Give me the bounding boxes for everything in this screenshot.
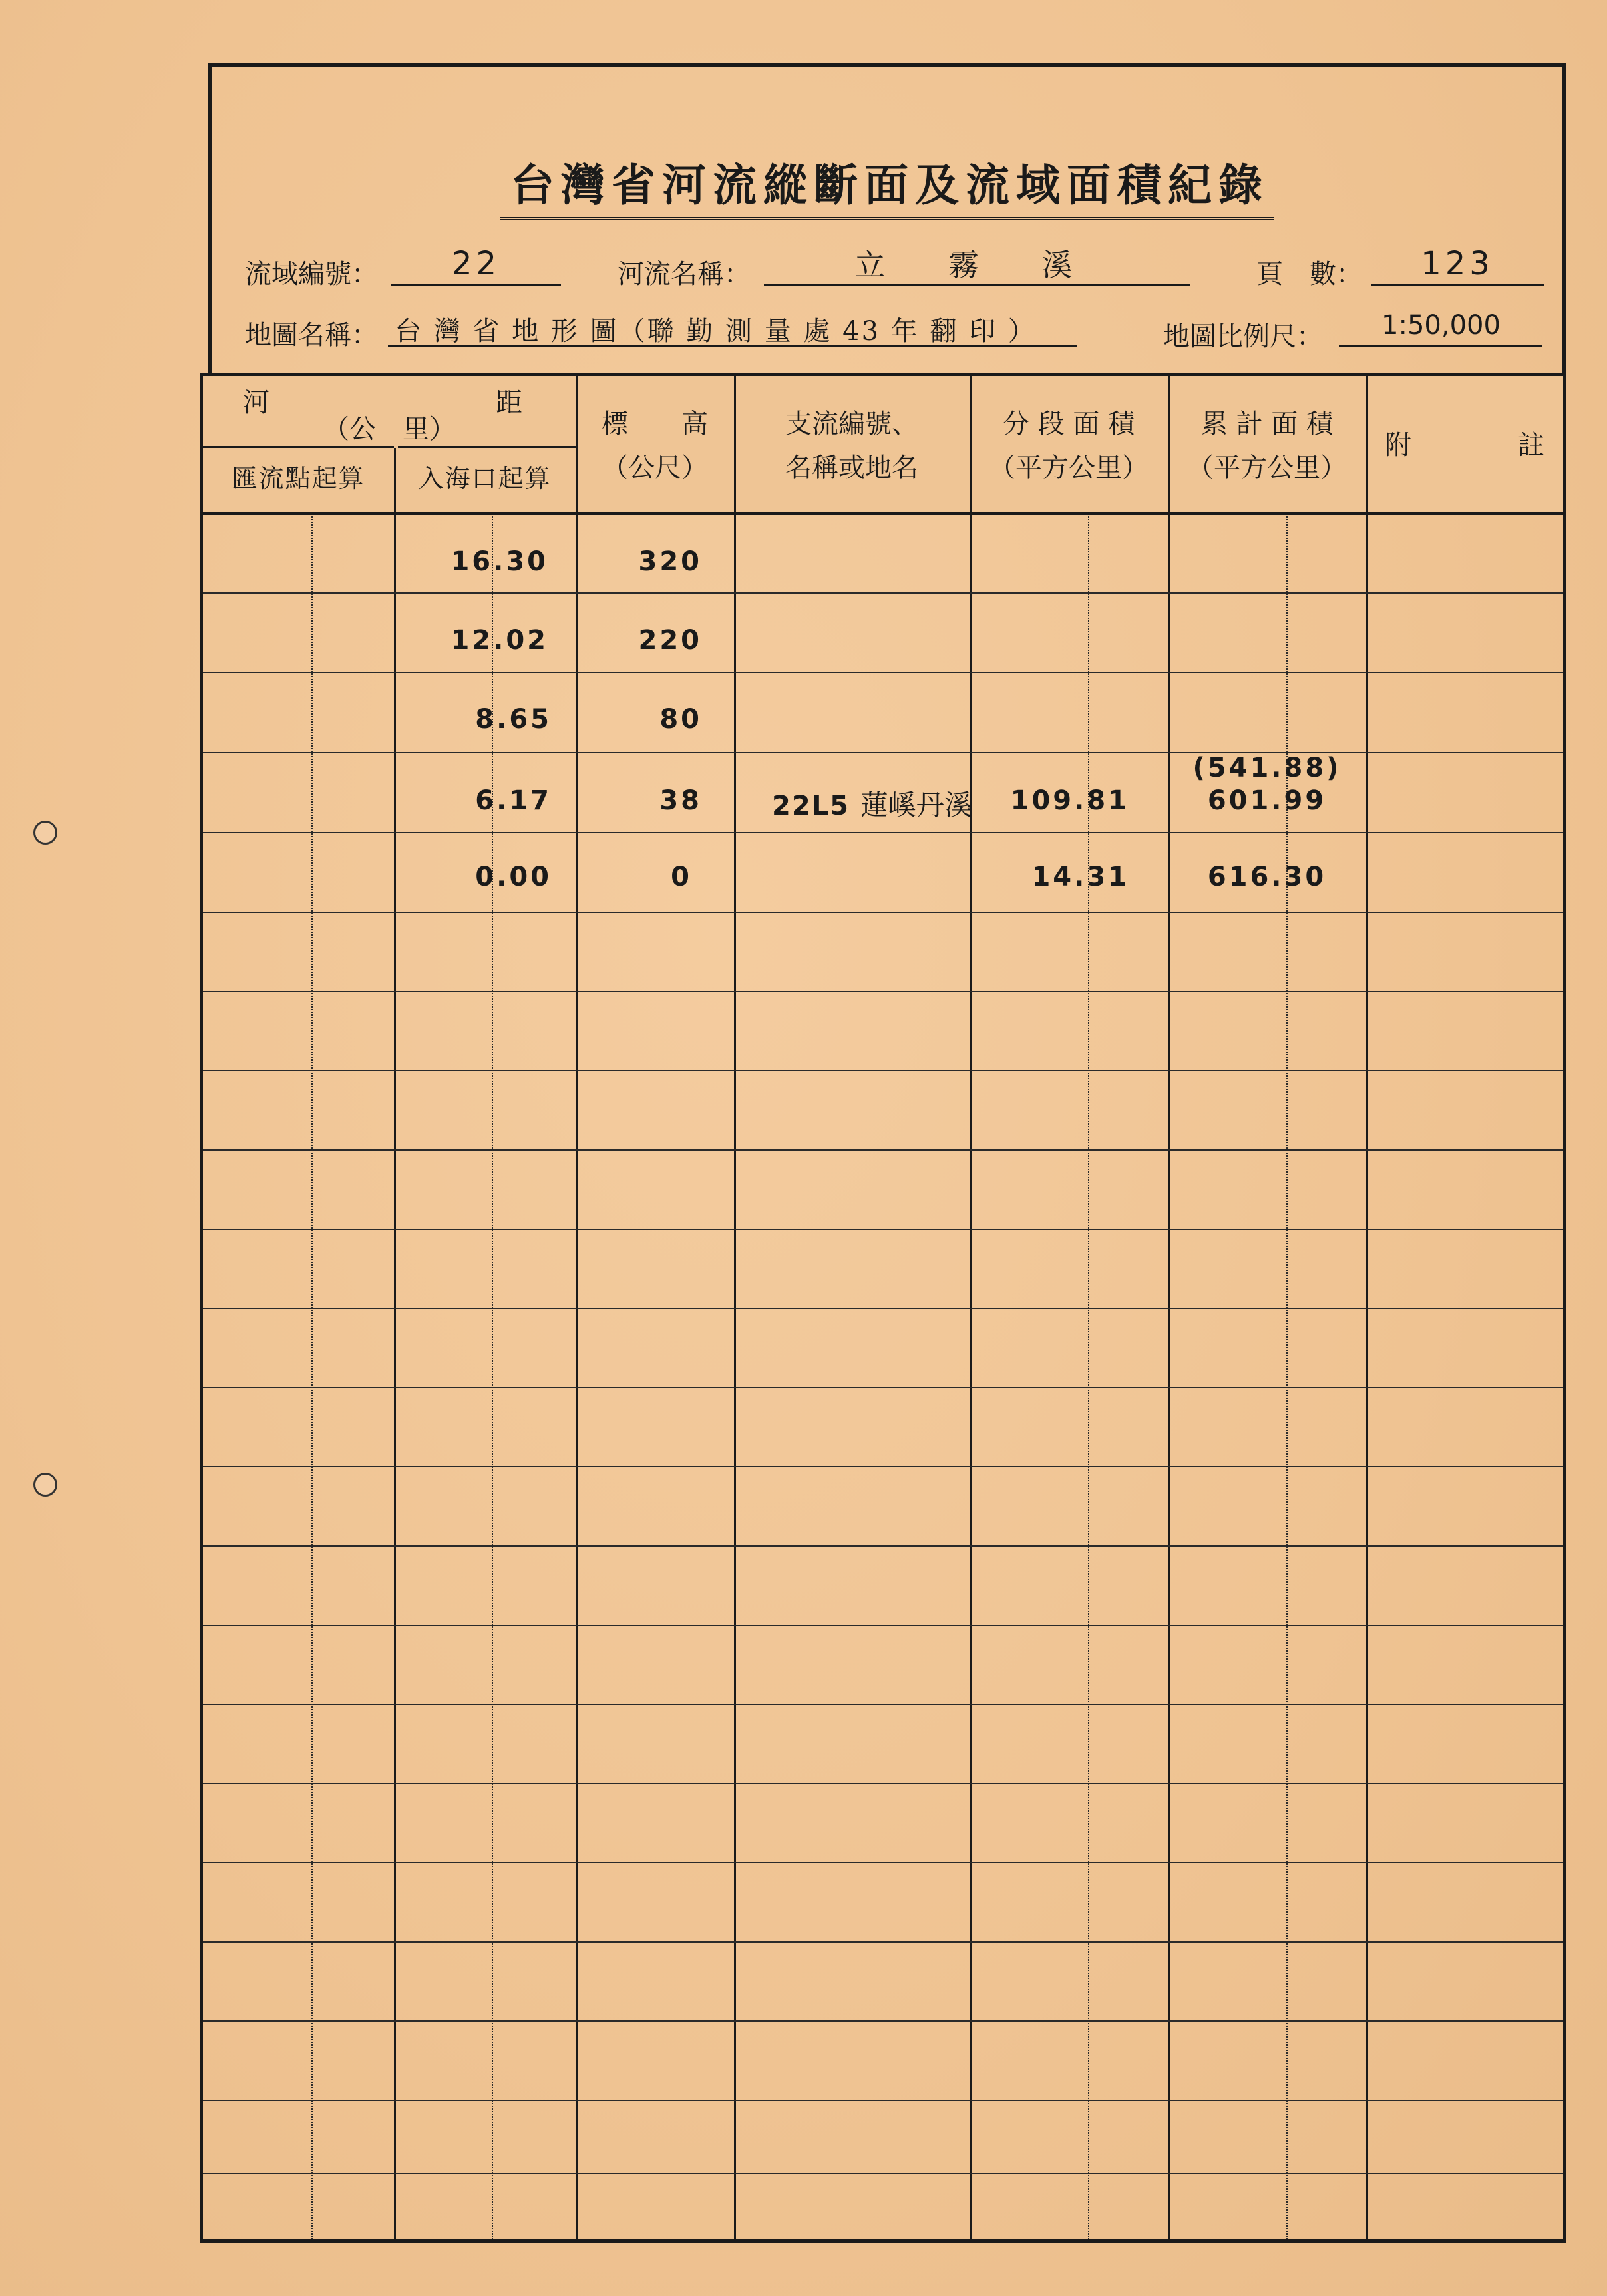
elevation-cell: 0: [671, 862, 692, 892]
elevation-header-2: （公尺）: [602, 453, 708, 483]
river-distance-header-right: 距: [496, 387, 522, 418]
page-count-value: 123: [1421, 245, 1494, 282]
river-distance-header-left: 河: [243, 387, 269, 418]
map-name-label: 地圖名稱：: [245, 320, 378, 351]
record-table: [200, 373, 1566, 2243]
elevation-cell: 38: [659, 785, 702, 816]
tributary-header-1: 支流編號、: [785, 409, 918, 439]
from-mouth-cell: 16.30: [450, 546, 548, 577]
cumulative-area-header-2: （平方公里）: [1187, 453, 1347, 483]
map-scale-label: 地圖比例尺：: [1163, 321, 1323, 352]
elevation-cell: 80: [659, 704, 702, 735]
tributary-name: 蓮嵠丹溪: [860, 789, 972, 821]
map-name-value: 台 灣 省 地 形 圖（聯 勤 測 量 處 43 年 翻 印 ）: [395, 316, 1037, 347]
tributary-header-2: 名稱或地名: [785, 453, 918, 483]
from-confluence-header: 匯流點起算: [232, 464, 365, 493]
map-scale-value: 1:50,000: [1381, 310, 1501, 341]
page-count-underline: [1371, 284, 1544, 286]
river-name-value: 立 霧 溪: [854, 247, 1099, 283]
river-name-underline: [764, 284, 1190, 286]
remarks-header: 附 註: [1385, 430, 1544, 461]
from-river-mouth-header: 入海口起算: [418, 464, 552, 493]
segment-area-cell: 14.31: [1031, 862, 1129, 892]
from-mouth-cell: 8.65: [475, 704, 552, 735]
cumulative-area-header-1: 累 計 面 積: [1200, 409, 1334, 439]
punch-hole-top: [33, 821, 57, 845]
punch-hole-bottom: [33, 1473, 57, 1497]
basin-no-label: 流域編號：: [245, 259, 378, 289]
tributary-cell: [772, 783, 972, 823]
map-name-underline: [388, 345, 1077, 347]
from-mouth-cell: 12.02: [450, 625, 548, 656]
page-title: 台灣省河流縱斷面及流域面積紀錄: [212, 150, 1562, 220]
from-mouth-cell: 0.00: [475, 862, 552, 892]
map-scale-underline: [1339, 345, 1542, 347]
from-mouth-cell: 6.17: [475, 785, 552, 816]
segment-area-cell: 109.81: [1010, 785, 1129, 816]
cumulative-area-cell: 616.30: [1207, 862, 1327, 892]
river-name-label: 河流名稱：: [618, 259, 751, 289]
basin-no-underline: [391, 284, 561, 286]
cumulative-area-note-cell: (541.88): [1192, 753, 1341, 783]
page-count-label: 頁 數：: [1256, 259, 1363, 289]
elevation-cell: 320: [638, 546, 702, 577]
cumulative-area-cell: 601.99: [1207, 785, 1327, 816]
elevation-cell: 220: [638, 625, 702, 656]
segment-area-header-1: 分 段 面 積: [1002, 409, 1135, 439]
header-box: [208, 63, 1566, 373]
segment-area-header-2: （平方公里）: [989, 453, 1149, 483]
elevation-header-1: 標 高: [602, 409, 708, 439]
basin-no-value: 22: [451, 245, 501, 282]
tributary-code: 22L5: [772, 791, 850, 821]
river-distance-unit: （公 里）: [323, 414, 456, 445]
